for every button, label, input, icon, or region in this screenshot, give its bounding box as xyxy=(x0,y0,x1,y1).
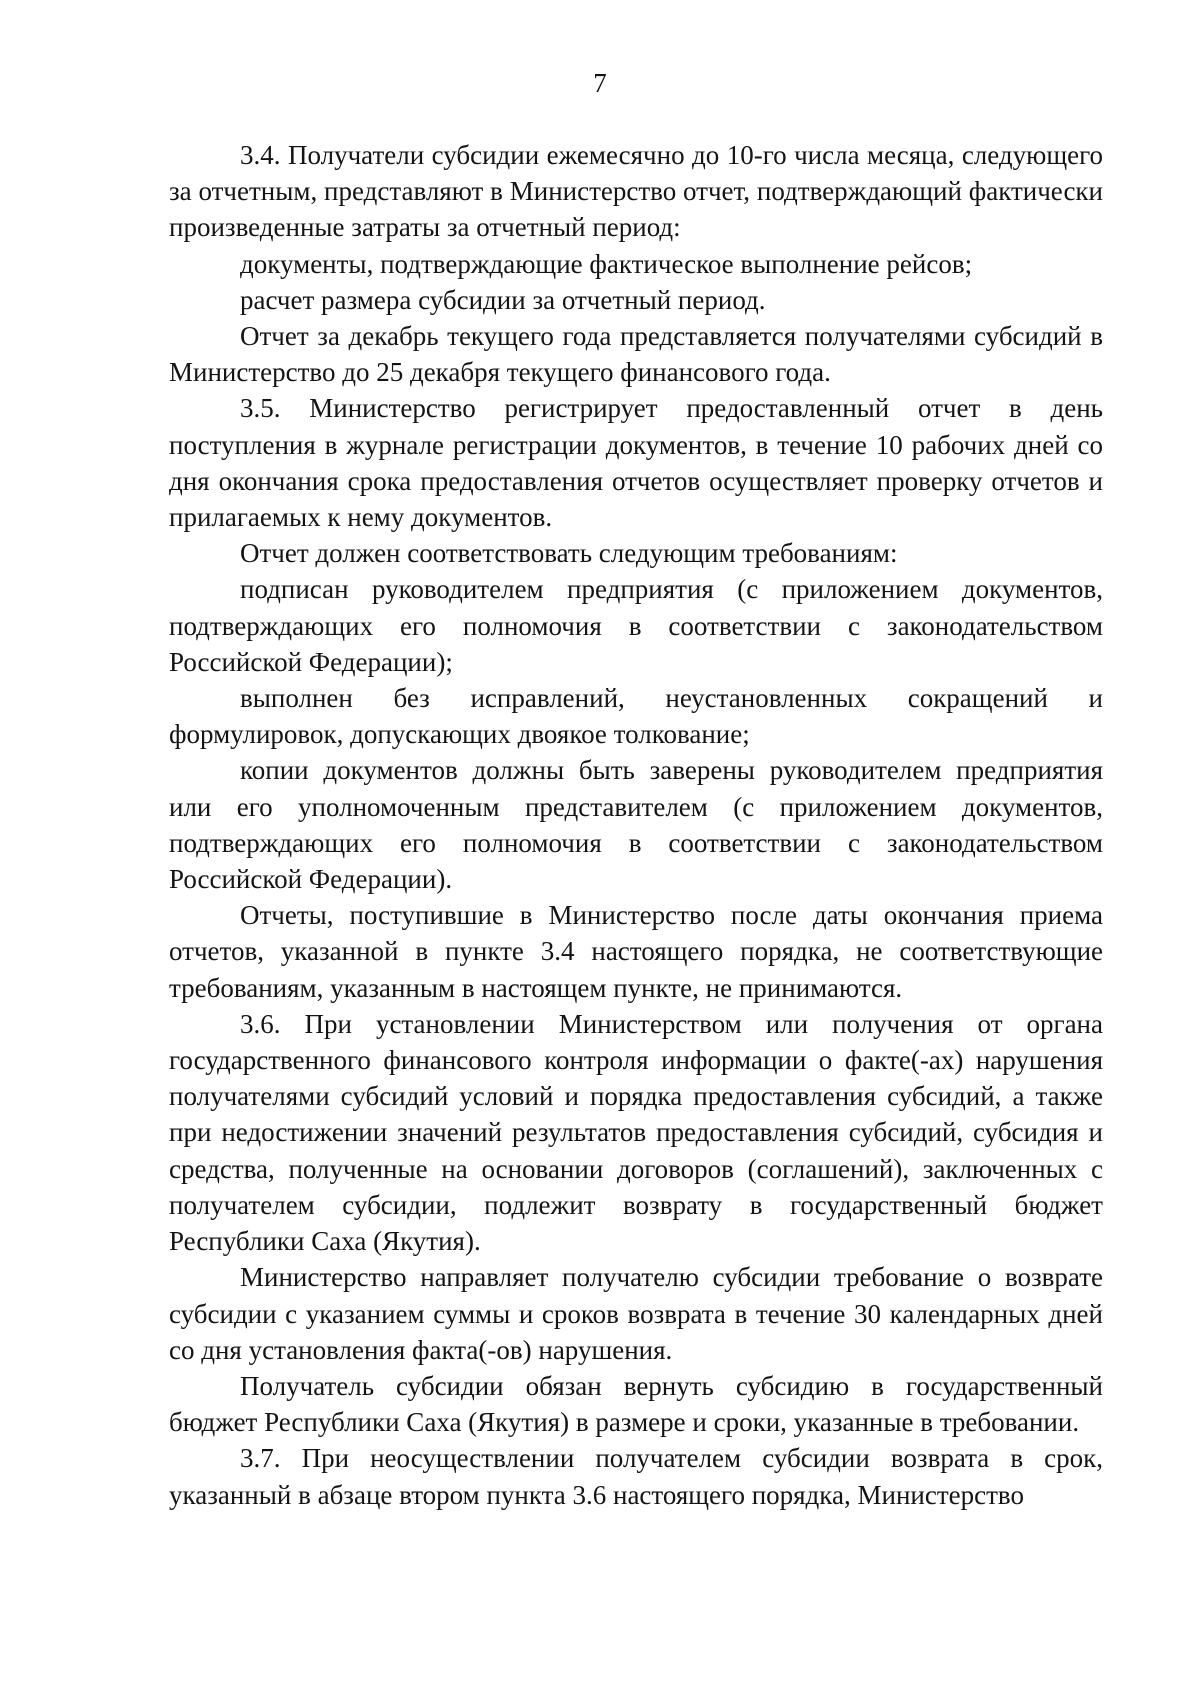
paragraph-reports-not-accepted: Отчеты, поступившие в Министерство после даты окончания приема отчетов, указанной в пункте 3.4 настоящего порядка, не соответствующие требованиям, указанным в настоящем пункте, не принимаются. xyxy=(169,900,1103,1003)
document-body xyxy=(169,137,1103,1513)
page-number: 7 xyxy=(593,68,607,98)
paragraph-subsidy-calculation: расчет размера субсидии за отчетный период. xyxy=(240,284,766,315)
paragraph-report-requirements: Отчет должен соответствовать следующим требованиям: xyxy=(240,538,898,569)
paragraph-certified-copies: копии документов должны быть заверены руководителем предприятия или его уполномоченным представителем (с приложением документов, подтверждающих его полномочия в соответствии с законодательством Российской Федерации). xyxy=(169,755,1103,895)
paragraph-3-6: 3.6. При установлении Министерством или получения от органа государственного финансового контроля информации о факте(-ах) нарушения получателями субсидий условий и порядка предоставления субсидий, а также при недостижении значений результатов предоставления субсидий, субсидия и средства, полученные на основании договоров (соглашений), заключенных с получателем субсидии, подлежит возврату в государственный бюджет Республики Саха (Якутия). xyxy=(169,1008,1103,1257)
paragraph-refund-demand: Министерство направляет получателю субсидии требование о возврате субсидии с указанием суммы и сроков возврата в течение 30 календарных дней со дня установления факта(-ов) нарушения. xyxy=(169,1262,1103,1365)
paragraph-recipient-obligation: Получатель субсидии обязан вернуть субсидию в государственный бюджет Республики Саха (Якутия) в размере и сроки, указанные в требовании. xyxy=(169,1370,1103,1438)
paragraph-signed-by-head: подписан руководителем предприятия (с приложением документов, подтверждающих его полномочия в соответствии с законодательством Российской Федерации); xyxy=(169,574,1103,677)
paragraph-december-report: Отчет за декабрь текущего года представляется получателями субсидий в Министерство до 25 декабря текущего финансового года. xyxy=(169,321,1103,388)
paragraph-3-5: 3.5. Министерство регистрирует предоставленный отчет в день поступления в журнале регистрации документов, в течение 10 рабочих дней со дня окончания срока предоставления отчетов осуществляет проверку отчетов и прилагаемых к нему документов. xyxy=(169,393,1103,533)
paragraph-trip-documents: документы, подтверждающие фактическое выполнение рейсов; xyxy=(240,248,973,279)
paragraph-3-4: 3.4. Получатели субсидии ежемесячно до 10-го числа месяца, следующего за отчетным, представляют в Министерство отчет, подтверждающий фактически произведенные затраты за отчетный период: xyxy=(169,140,1103,243)
paragraph-no-corrections: выполнен без исправлений, неустановленных сокращений и формулировок, допускающих двоякое толкование; xyxy=(169,683,1103,750)
paragraph-3-7: 3.7. При неосуществлении получателем субсидии возврата в срок, указанный в абзаце втором пункта 3.6 настоящего порядка, Министерство xyxy=(169,1443,1103,1510)
